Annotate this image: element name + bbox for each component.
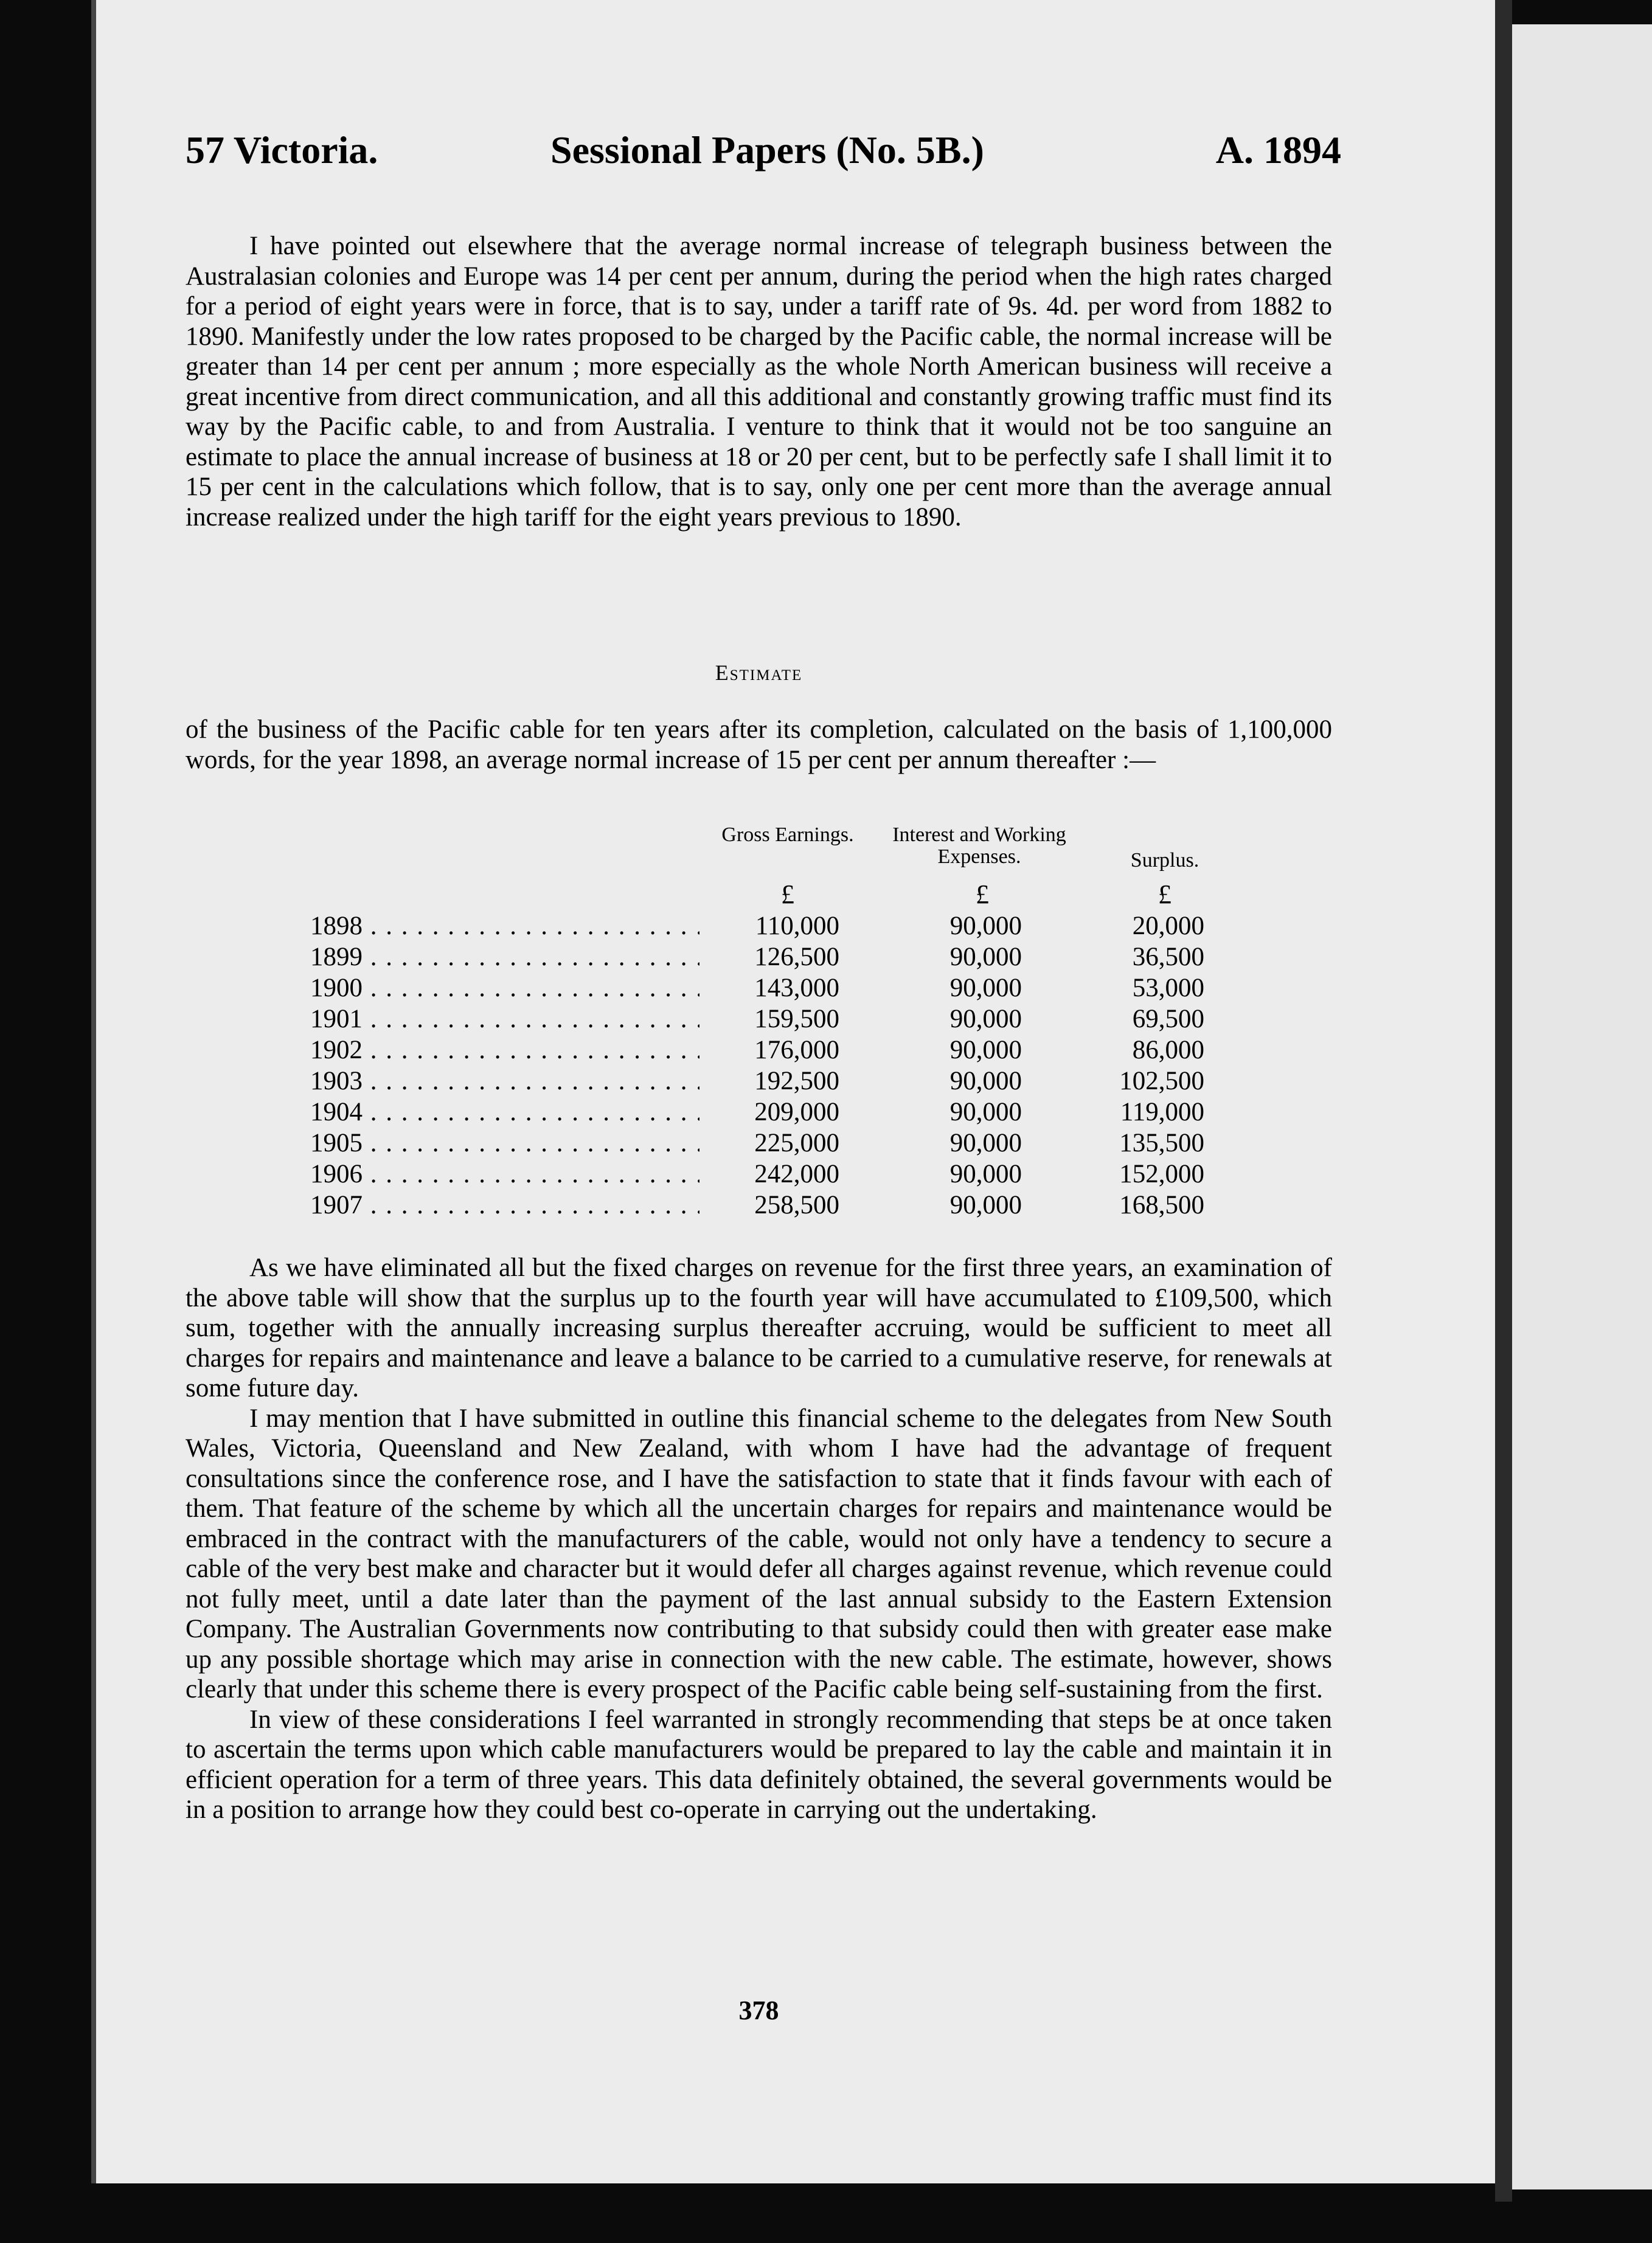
surplus-cell: 168,500: [1119, 1191, 1204, 1219]
surplus-cell: 86,000: [1132, 1036, 1204, 1064]
gross-cell: 225,000: [754, 1129, 839, 1157]
binding-gutter: [1495, 0, 1512, 2202]
table-row: [310, 1128, 1223, 1159]
interest-cell: 90,000: [949, 943, 1022, 971]
surplus-cell: 36,500: [1132, 943, 1204, 971]
paragraph-4: In view of these considerations I feel warranted in strongly recommending that steps be at once taken to ascertain the terms upon which cable manufacturers would be prepared to lay the cable and maintain it in efficient operation for a term of three years. This data definitely obtained, the several governments would be in a position to arrange how they could best co-operate in carrying out the undertaking.: [186, 1705, 1332, 1824]
gross-cell: 143,000: [754, 974, 839, 1002]
year-cell: 1905 . . .: [310, 1128, 699, 1159]
table-row: [310, 941, 1223, 972]
surplus-cell: 135,500: [1119, 1129, 1204, 1157]
table-row: [310, 1066, 1223, 1097]
interest-cell: 90,000: [949, 1098, 1022, 1126]
col-header-gross: Gross Earnings.: [721, 823, 854, 846]
interest-cell: 90,000: [949, 974, 1022, 1002]
year-cell: 1898 . . .: [310, 910, 699, 941]
paragraph-3: I may mention that I have submitted in outline this financial scheme to the delegates from New South Wales, Victoria, Queensland and New Zealand, with whom I have had the advantage of frequent consultations since the conference rose, and I have the satisfaction to state that it finds favour with each of them. That feature of the scheme by which all the uncertain charges for repairs and maintenance would be embraced in the contract with the manufacturers of the cable, would not only have a tendency to secure a cable of the very best make and character but it would defer all charges against revenue, which revenue could not fully meet, until a date later than the payment of the last annual subsidy to the Eastern Extension Company. The Australian Governments now contributing to that subsidy could then with greater ease make up any possible shortage which may arise in connection with the new cable. The estimate, however, shows clearly that under this scheme there is every prospect of the Pacific cable being self-sustaining from the first.: [186, 1404, 1332, 1704]
opening-paragraph-block: [186, 231, 1332, 532]
gross-cell: 258,500: [754, 1191, 839, 1219]
table-row: [310, 1035, 1223, 1066]
surplus-cell: 119,000: [1120, 1098, 1204, 1126]
closing-paragraphs-block: [186, 1253, 1332, 1825]
surplus-cell: 69,500: [1132, 1005, 1204, 1033]
surplus-cell: 53,000: [1132, 974, 1204, 1002]
paragraph-2: As we have eliminated all but the fixed charges on revenue for the first three years, an examination of the above table will show that the surplus up to the fourth year will have accumulated to £109,500, which sum, together with the annually increasing surplus thereafter accruing, would be sufficient to meet all charges for repairs and maintenance and leave a balance to be carried to a cumulative reserve, for renewals at some future day.: [186, 1253, 1332, 1402]
estimate-intro: of the business of the Pacific cable for ten years after its completion, calculated on the basis of 1,100,000 words, for the year 1898, an average normal increase of 15 per cent per annum thereafter :—: [186, 715, 1332, 774]
table-row: [310, 1097, 1223, 1128]
estimate-intro-block: [186, 715, 1332, 775]
year-cell: 1901 . . .: [310, 1004, 699, 1035]
surplus-cell: 152,000: [1119, 1160, 1204, 1188]
interest-cell: 90,000: [949, 1067, 1022, 1095]
estimate-heading: Estimate: [715, 660, 803, 685]
surplus-cell: 20,000: [1132, 912, 1204, 940]
table-row: [310, 1190, 1223, 1221]
year-cell: 1907 . . .: [310, 1190, 699, 1221]
year-cell: 1899 . . .: [310, 941, 699, 972]
col-header-interest: Interest and Working Expenses.: [892, 823, 1066, 868]
col-header-surplus: Surplus.: [1130, 849, 1199, 872]
surplus-cell: 102,500: [1119, 1067, 1204, 1095]
running-header: [186, 128, 1341, 182]
year-cell: 1903 . . .: [310, 1066, 699, 1097]
interest-cell: 90,000: [949, 1036, 1022, 1064]
table-row: [310, 972, 1223, 1004]
gross-cell: 176,000: [754, 1036, 839, 1064]
paragraph-1: I have pointed out elsewhere that the average normal increase of telegraph business between the Australasian colonies and Europe was 14 per cent per annum, during the period when the high rates charged for a period of eight years were in force, that is to say, under a tariff rate of 9s. 4d. per word from 1882 to 1890. Manifestly under the low rates proposed to be charged by the Pacific cable, the normal increase will be greater than 14 per cent per annum ; more especially as the whole North American business will receive a great incentive from direct communication, and all this additional and constantly growing traffic must find its way by the Pacific cable, to and from Australia. I venture to think that it would not be too sanguine an estimate to place the annual increase of business at 18 or 20 per cent, but to be perfectly safe I shall limit it to 15 per cent in the calculations which follow, that is to say, only one per cent more than the average annual increase realized under the high tariff for the eight years previous to 1890.: [186, 232, 1332, 532]
gross-cell: 110,000: [755, 912, 839, 940]
gross-cell: 159,500: [754, 1005, 839, 1033]
gross-cell: 209,000: [754, 1098, 839, 1126]
interest-cell: 90,000: [949, 1160, 1022, 1188]
currency-surplus: £: [1158, 879, 1171, 909]
interest-cell: 90,000: [949, 1005, 1022, 1033]
gross-cell: 126,500: [754, 943, 839, 971]
table-row: [310, 1004, 1223, 1035]
interest-cell: 90,000: [949, 1191, 1022, 1219]
interest-cell: 90,000: [949, 1129, 1022, 1157]
header-left: 57 Victoria.: [186, 128, 378, 172]
header-right: A. 1894: [1215, 128, 1341, 172]
gross-cell: 242,000: [754, 1160, 839, 1188]
gross-cell: 192,500: [754, 1067, 839, 1095]
estimate-table: [310, 824, 1223, 1238]
interest-cell: 90,000: [949, 912, 1022, 940]
currency-gross: £: [781, 879, 794, 909]
table-row: [310, 910, 1223, 941]
header-center: Sessional Papers (No. 5B.): [550, 128, 984, 172]
facing-page-edge: [1512, 24, 1652, 2189]
year-cell: 1904 . . .: [310, 1097, 699, 1128]
year-cell: 1906 . . .: [310, 1159, 699, 1190]
year-cell: 1900 . . .: [310, 972, 699, 1004]
table-row: [310, 1159, 1223, 1190]
currency-interest: £: [976, 879, 989, 909]
year-cell: 1902 . . .: [310, 1035, 699, 1066]
table-body: [310, 910, 1223, 1221]
page-number: 378: [738, 1995, 779, 2025]
